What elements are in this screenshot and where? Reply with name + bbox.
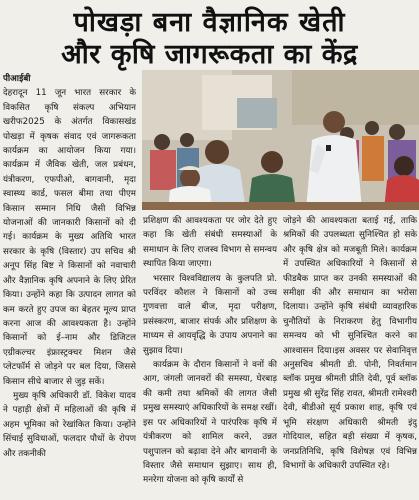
article-column-1: [3, 72, 136, 500]
article-column-2: [143, 214, 277, 500]
paragraph: कार्यक्रम के दौरान किसानों ने वनों की आग, जंगली जानवरों की समस्या, घेरबाड़ की कमी तथा श्रमिकों की लागत जैसी प्रमुख समस्याएं अधिकारियों के समक्ष रखीं। इस पर अधिकारियों ने पारंपरिक कृषि में यंत्रीकरण को शामिल करने, उन्नत पशुपालन को बढ़ावा देने और बागवानी के विस्तार जैसे समाधान सुझाए। साथ ही, मनरेगा योजना को कृषि कार्यों से: [143, 360, 277, 486]
paragraph: जोड़ने की आवश्यकता बताई गई, ताकि श्रमिकों की उपलब्धता सुनिश्चित हो सके और कृषि क्षेत्र को मजबूती मिले। कार्यक्रम में उपस्थित अधिकारियों ने किसानों से फीडबैक प्राप्त कर उनकी समस्याओं की समीक्षा की और समाधान का भरोसा दिलाया। उन्होंने कृषि संबंधी व्यावहारिक चुनौतियों के निराकरण हेतु विभागीय समन्वय को भी सुनिश्चित करने का आश्वासन दिया।इस अवसर पर सेवानिवृत्त अनुसचिव श्रीमती डी. पोनी, निवर्तमान ब्लॉक प्रमुख श्रीमती प्रीति देवी, पूर्व ब्लॉक प्रमुख श्री सुरेंद्र सिंह रावत, श्रीमती रामेश्वरी देवी, बीडीओ सूर्य प्रकाश शाह, कृषि एवं भूमि संरक्षण अधिकारी श्रीमती इंदु गोदियाल, सहित बड़ी संख्या में कृषक, जनप्रतिनिधि, कृषि विशेषज्ञ एवं विभिन्न विभागों के अधिकारी उपस्थित रहे।: [283, 216, 417, 471]
paragraph: देहरादून 11 जून भारत सरकार के विकसित कृषि संकल्प अभियान खरीफ2025 के अंतर्गत विकासखंड पोखड़ा में कृषक संवाद एवं जागरूकता कार्यक्रम का आयोजन किया गया। कार्यक्रम में जैविक खेती, जल प्रबंधन, यंत्रीकरण, एफपीओ, बागवानी, मृदा स्वास्थ्य कार्ड, फसल बीमा तथा पीएम किसान सम्मान निधि जैसी विभिन्न योजनाओं की जानकारी किसानों को दी गई। कार्यक्रम के मुख्य अतिथि भारत सरकार के कृषि (विस्तार) उप सचिव श्री अनूप सिंह बिष्ट ने किसानों को नवाचारी और वैज्ञानिक कृषि अपनाने के लिए प्रेरित किया। उन्होंने कहा कि उत्पादन लागत को कम करते हुए उपज का बेहतर मूल्य प्राप्त करना आज की आवश्यकता है। उन्होंने किसानों को ई–नाम और डिजिटल एग्रीकल्चर इंफ्रास्ट्रक्चर मिशन जैसे प्लेटफॉर्म से जोड़ने पर बल दिया, जिससे किसान सीधे बाजार से जुड़ सकें।: [3, 88, 136, 387]
article-column-3: [283, 214, 417, 500]
event-photo: [142, 70, 419, 210]
byline: पीआईबी: [3, 74, 31, 84]
paragraph: भरसार विश्वविद्यालय के कुलपति प्रो. परविंदर कौशल ने किसानों को उच्च गुणवत्ता वाले बीज, मृदा परीक्षण, प्रसंस्करण, बाजार संपर्क और प्रशिक्षण के माध्यम से आयवृद्धि के उपाय अपनाने का सुझाव दिया।: [143, 273, 277, 356]
paragraph: प्रशिक्षण की आवश्यकता पर जोर देते हुए कहा कि खेती संबंधी समस्याओं के समाधान के लिए राजस्व विभाग से समन्वय स्थापित किया जाएगा।: [143, 216, 277, 270]
headline-line-2: और कृषि जागरूकता का केंद्र: [61, 39, 358, 70]
paragraph: मुख्य कृषि अधिकारी डॉ. विकेश यादव ने पहाड़ी क्षेत्रों में महिलाओं की कृषि में अहम भूमिका को रेखांकित किया। उन्होंने सिंचाई सुविधाओं, फलदार पौधों के रोपण और तकनीकी: [3, 390, 136, 459]
event-photo-illustration: [142, 70, 419, 210]
headline-line-1: पोखड़ा बना वैज्ञानिक खेती: [73, 7, 346, 38]
